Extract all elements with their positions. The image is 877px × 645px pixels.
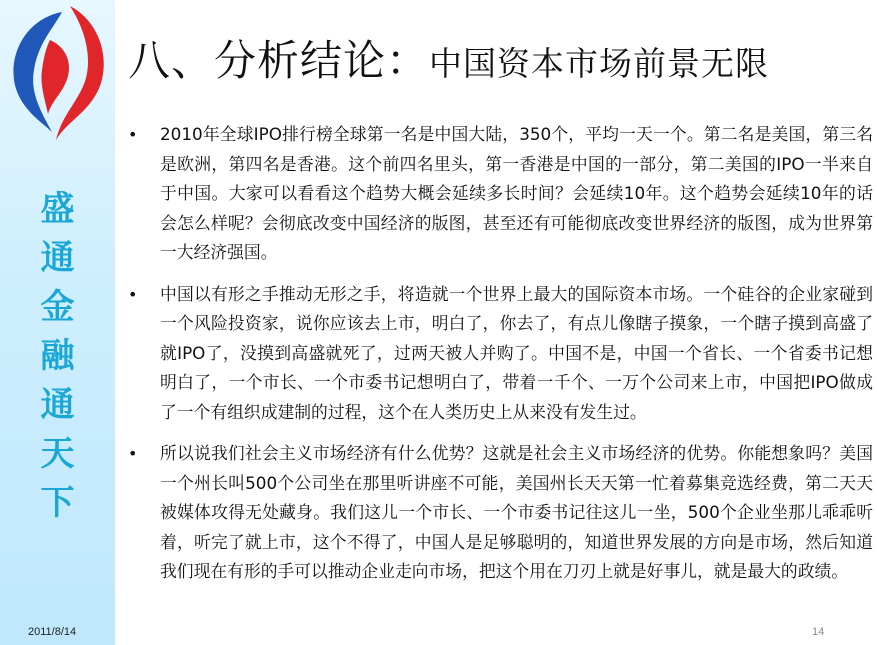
page-number: 14 xyxy=(812,626,825,638)
bullet-text: 2010年全球IPO排行榜全球第一名是中国大陆，350个，平均一天一个。第二名是美国，第三名是欧洲，第四名是香港。这个前四名里头，第一香港是中国的一部分，第二美国的IPO一半来自于中国。大家可以看看这个趋势大概会延续多长时间？会延续10年。这个趋势会延续10年的话会怎么样呢？会彻底改变中国经济的版图，甚至还有可能彻底改变世界经济的版图，成为世界第一大经济强国。 xyxy=(160,124,873,262)
vertical-slogan xyxy=(0,185,115,528)
bullet-dot-icon: • xyxy=(128,284,138,304)
slogan-char: 融 xyxy=(40,336,75,376)
slogan-char: 盛 xyxy=(40,189,75,229)
bullet-text: 所以说我们社会主义市场经济有什么优势？这就是社会主义市场经济的优势。你能想象吗？美国一个州长叫500个公司坐在那里听讲座不可能，美国州长天天第一忙着募集竞选经费，第二天天被媒体攻得无处藏身。我们这儿一个市长、一个市委书记往这儿一坐，500个企业坐那儿乖乖听着，听完了就上市，这个不得了，中国人是足够聪明的，知道世界发展的方向是市场，然后知道我们现在有形的手可以推动企业走向市场，把这个用在刀刃上就是好事儿，就是最大的政绩。 xyxy=(160,443,873,581)
bullet-dot-icon: • xyxy=(128,125,138,144)
slogan-char: 天 xyxy=(40,434,75,474)
bullet-item xyxy=(128,439,873,587)
bullet-item xyxy=(128,280,873,428)
sidebar xyxy=(0,0,115,645)
slide-date: 2011/8/14 xyxy=(28,626,77,638)
bullet-list xyxy=(128,120,873,599)
bullet-text: 中国以有形之手推动无形之手，将造就一个世界上最大的国际资本市场。一个硅谷的企业家碰到一个风险投资家，说你应该去上市，明白了，你去了，有点儿像瞎子摸象，一个瞎子摸到高盛了就IPO了，没摸到高盛就死了，过两天被人并购了。中国不是，中国一个省长、一个省委书记想明白了，一个市长、一个市委书记想明白了，带着一千个、一万个公司来上市，中国把IPO做成了一个有组织成建制的过程，这个在人类历史上从来没有发生过。 xyxy=(160,283,873,422)
company-logo-icon xyxy=(0,0,115,160)
slogan-char: 金 xyxy=(40,287,75,327)
slogan-char: 通 xyxy=(40,385,75,425)
slogan-char: 下 xyxy=(40,483,75,523)
slide-title xyxy=(128,28,873,88)
bullet-item xyxy=(128,120,873,268)
bullet-dot-icon: • xyxy=(128,444,138,463)
title-prefix: 八、分析结论： xyxy=(128,36,430,85)
title-main: 中国资本市场前景无限 xyxy=(429,44,770,83)
slogan-char: 通 xyxy=(40,238,75,278)
